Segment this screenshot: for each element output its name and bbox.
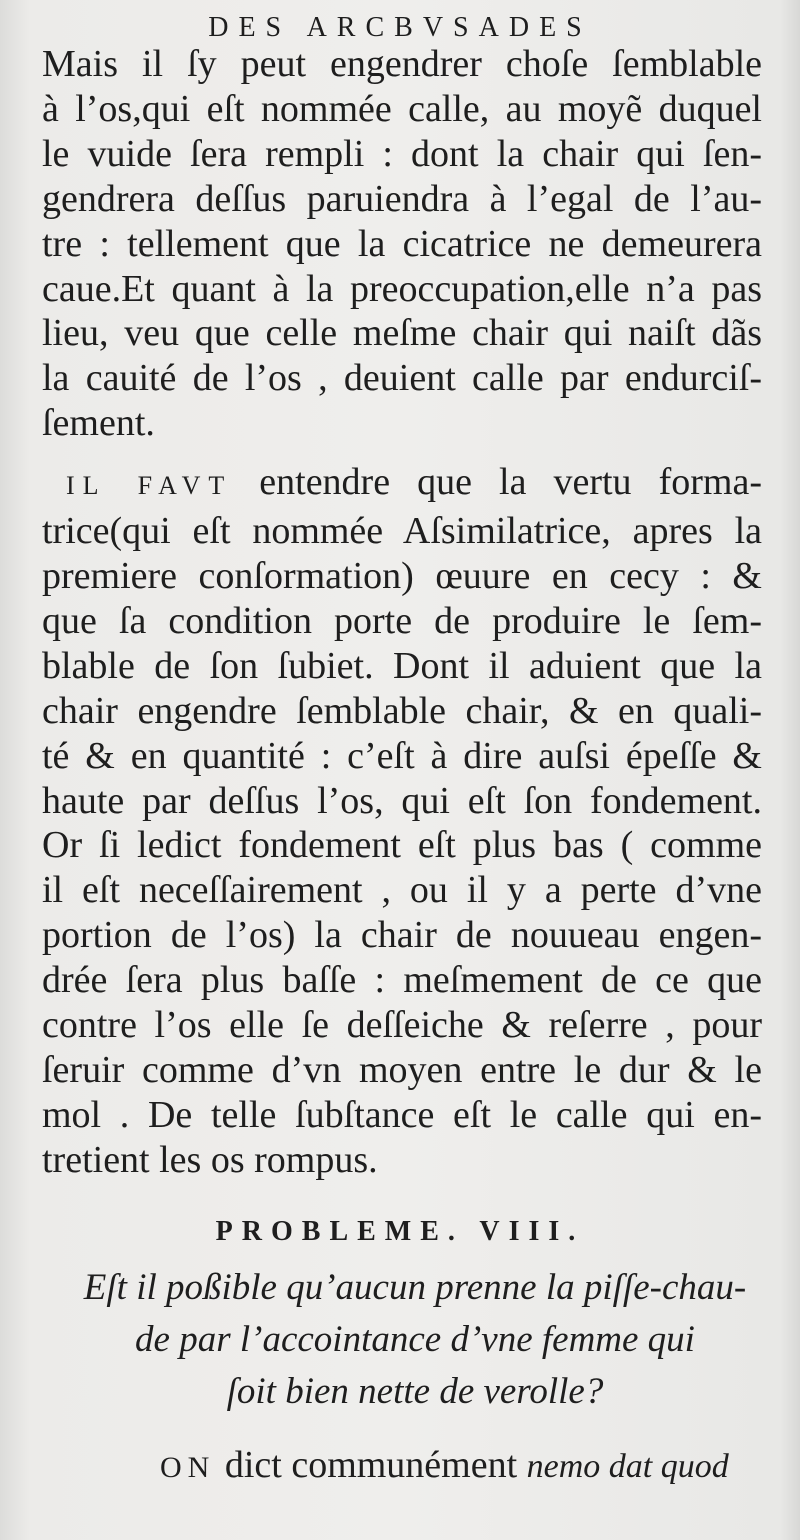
text-line: que ſa condition porte de produire le ſem- bbox=[42, 599, 762, 642]
text-line: tre : tellement que la cicatrice ne demeurera bbox=[42, 222, 762, 265]
text-line: drée ſera plus baſſe : meſmement de ce que bbox=[42, 959, 762, 1002]
text-line: chair engendre ſemblable chair, & en quali- bbox=[42, 689, 762, 732]
answer-lead: ON bbox=[160, 1451, 216, 1484]
text-line: blable de ſon ſubiet. Dont il aduient que la bbox=[42, 644, 762, 687]
latin-quote: nemo dat quod bbox=[526, 1448, 729, 1485]
text-line: il eſt neceſſairement , ou il y a perte d’vne bbox=[42, 869, 762, 912]
running-header: DES ARCBVSADES bbox=[208, 12, 592, 43]
text-fragment: entendre que la vertu forma- bbox=[232, 461, 762, 504]
text-line: Mais il ſy peut engendrer choſe ſemblable bbox=[42, 43, 762, 85]
answer-opening bbox=[160, 1440, 770, 1493]
problem-heading: PROBLEME. VIII. bbox=[215, 1216, 585, 1247]
text-line bbox=[42, 460, 762, 509]
answer-text: dict communément bbox=[215, 1444, 527, 1486]
text-line: lieu, veu que celle meſme chair qui naiſt dãs bbox=[42, 312, 762, 355]
text-line: portion de l’os) la chair de nouueau engen- bbox=[42, 914, 762, 957]
question-line: Eſt il poßible qu’aucun prenne la piſſe-chau- bbox=[83, 1267, 747, 1308]
text-line: haute par deſſus l’os, qui eſt ſon fondement. bbox=[42, 779, 762, 822]
text-line: à l’os,qui eſt nommée calle, au moyẽ duquel bbox=[42, 87, 762, 130]
paragraph-gap bbox=[42, 446, 762, 460]
problem-question bbox=[60, 1262, 770, 1418]
text-line: premiere conſormation) œuure en cecy : & bbox=[42, 554, 762, 597]
text-line: gendrera deſſus paruiendra à l’egal de l’au- bbox=[42, 177, 762, 220]
question-line: ſoit bien nette de verolle? bbox=[226, 1371, 604, 1412]
main-text bbox=[42, 42, 762, 1183]
question-line: de par l’accointance d’vne femme qui bbox=[135, 1319, 695, 1360]
text-line: mol . De telle ſubſtance eſt le calle qui en- bbox=[42, 1093, 762, 1136]
paragraph-1 bbox=[42, 42, 762, 446]
text-line: ſeruir comme d’vn moyen entre le dur & le bbox=[42, 1048, 762, 1091]
text-line: caue.Et quant à la preoccupation,elle n’a pas bbox=[42, 267, 762, 310]
text-line: tretient les os rompus. bbox=[42, 1138, 378, 1181]
text-line: té & en quantité : c’eſt à dire auſsi épeſſe & bbox=[42, 734, 762, 777]
text-line: la cauité de l’os , deuient calle par endurciſ- bbox=[42, 357, 762, 400]
paragraph-lead: IL FAVT bbox=[66, 471, 233, 501]
text-line: trice(qui eſt nommée Aſsimilatrice, apres la bbox=[42, 510, 762, 553]
paragraph-2 bbox=[42, 460, 762, 1183]
text-line: le vuide ſera rempli : dont la chair qui ſen- bbox=[42, 132, 762, 175]
text-line: Or ſi ledict fondement eſt plus bas ( comme bbox=[42, 824, 762, 867]
text-line: ſement. bbox=[42, 402, 155, 445]
text-line: contre l’os elle ſe deſſeiche & reſerre , pour bbox=[42, 1004, 762, 1047]
